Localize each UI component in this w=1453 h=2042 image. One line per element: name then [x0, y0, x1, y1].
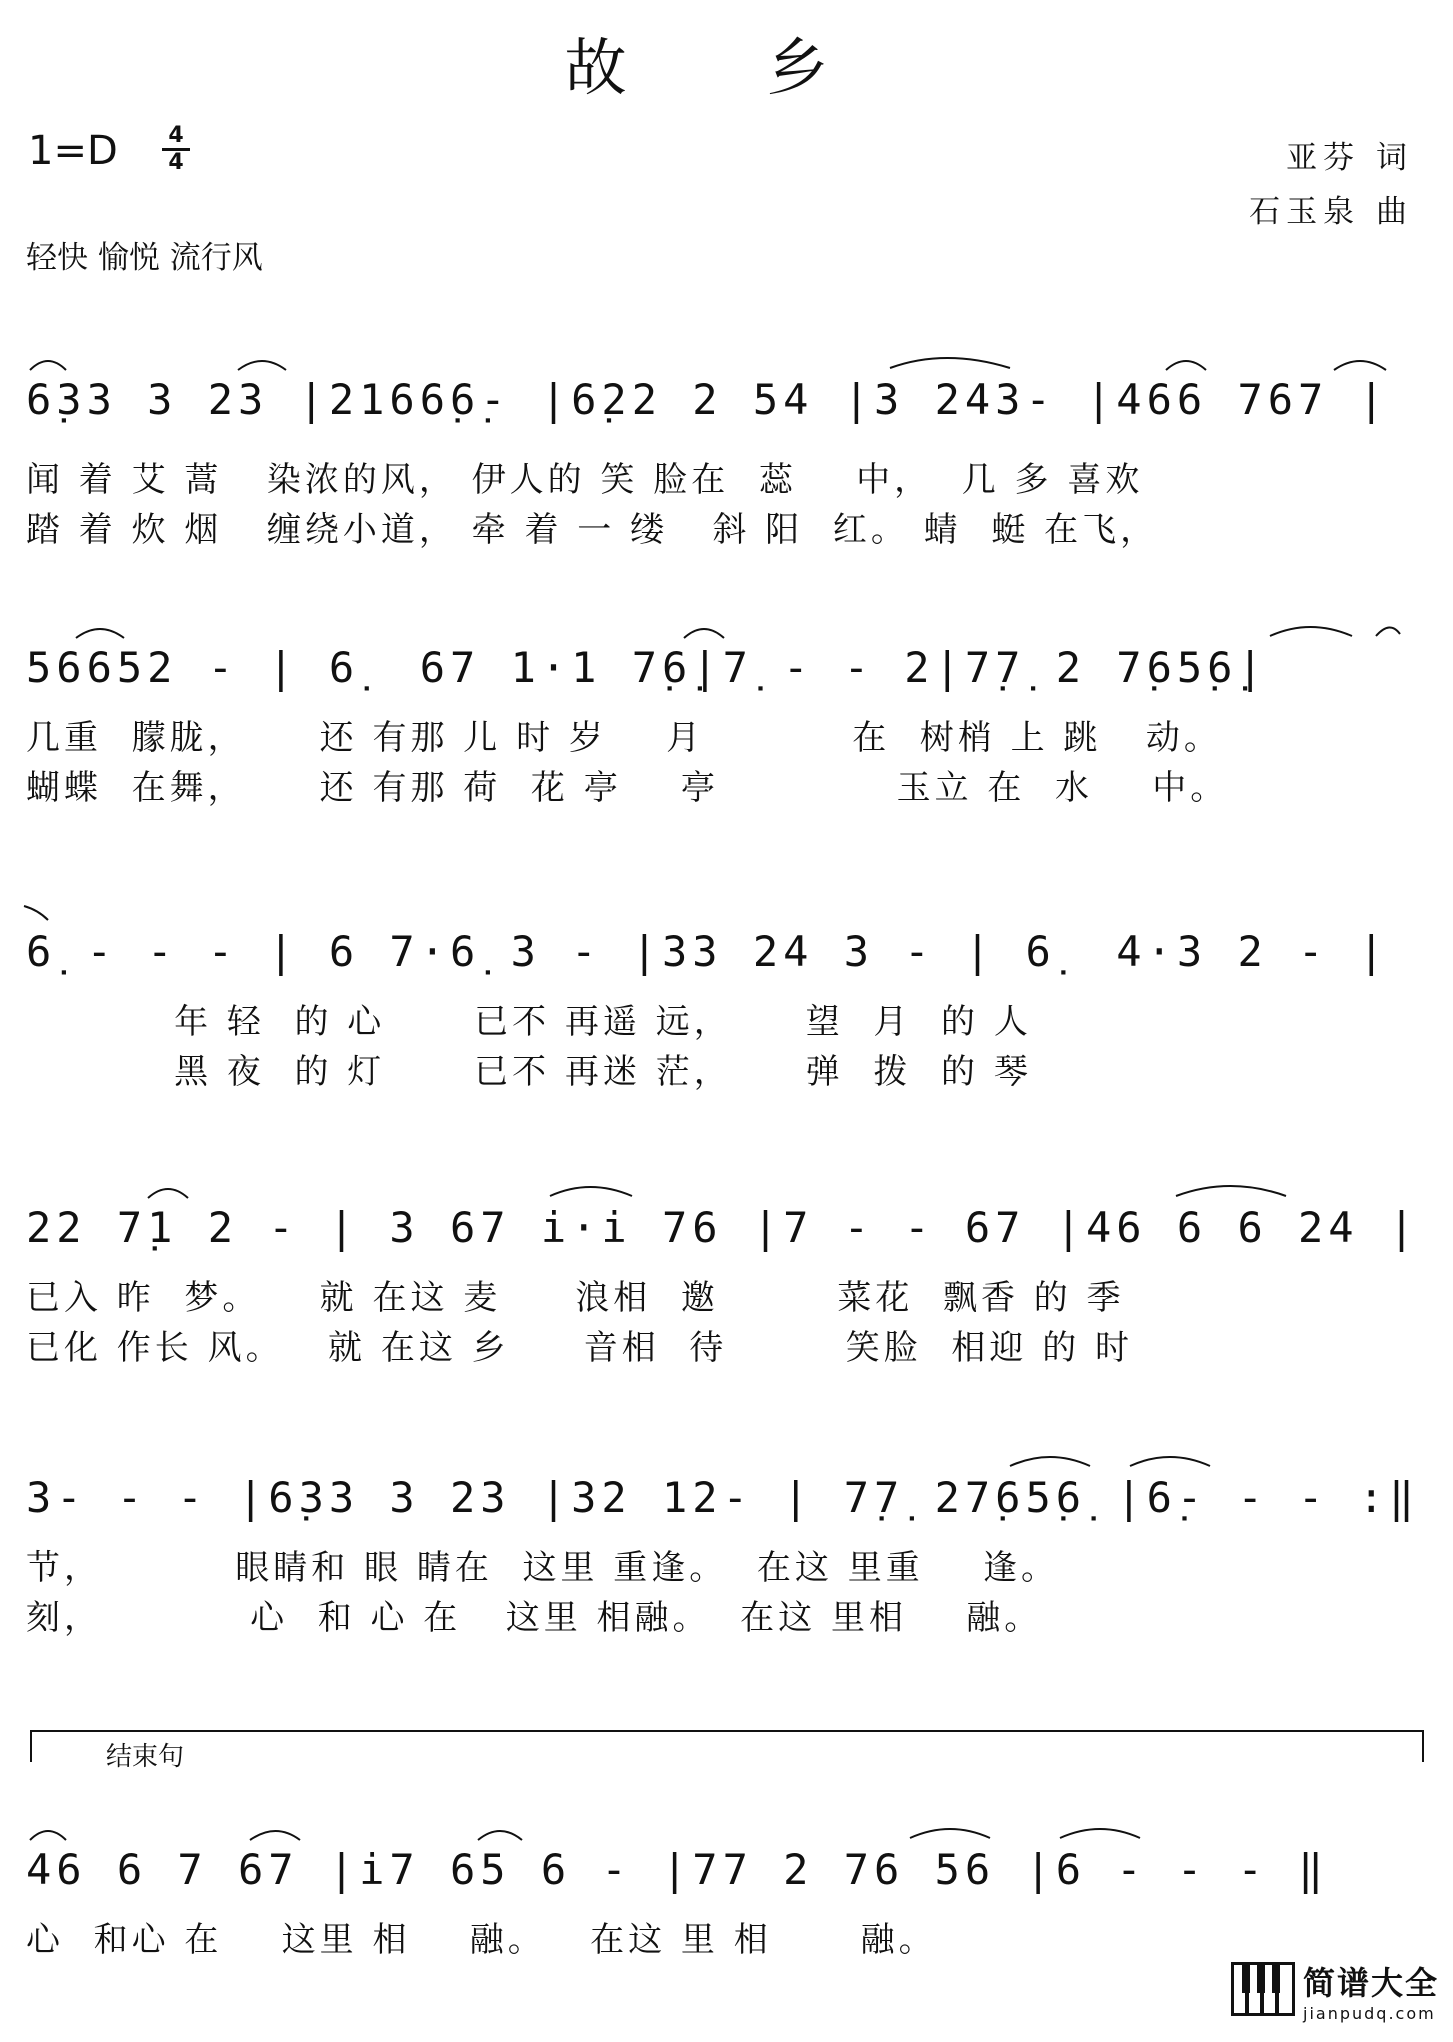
logo-url: jianpudq.com — [1303, 2004, 1436, 2023]
key-signature: 1=D — [28, 128, 118, 174]
notation-line-4: 22 7̣1 2 - | 3 67 i·i 76 |7 - - 67 |46 6 6 24 | — [26, 1203, 1420, 1252]
lyric-line-3-verse-1: 年 轻 的 心 已不 再遥 远， 望 月 的 人 — [26, 1002, 1032, 1042]
lyric-line-4-verse-2: 已化 作长 风。 就 在这 乡 音相 待 笑脸 相迎 的 时 — [26, 1328, 1133, 1368]
ending-bracket — [30, 1730, 1424, 1762]
lyric-line-5-verse-1: 节， 眼睛和 眼 睛在 这里 重逢。 在这 里重 逢。 — [26, 1548, 1059, 1588]
song-title: 故 乡 — [564, 31, 889, 104]
lyric-line-5-verse-2: 刻， 心 和 心 在 这里 相融。 在这 里相 融。 — [26, 1598, 1043, 1638]
time-signature-top: 4 — [168, 123, 184, 148]
lyric-line-2-verse-2: 蝴蝶 在舞， 还 有那 荷 花 亭 亭 玉立 在 水 中。 — [26, 768, 1229, 808]
notation-line-2: 56652 - | 6̣ 67 1·1 7̣6̣|7̣ - - 2|7̣7̣ 2 7̣65̣6̣| — [26, 643, 1268, 692]
site-logo — [1231, 1952, 1447, 2036]
lyric-line-ending: 心 和心 在 这里 相 融。 在这 里 相 融。 — [26, 1920, 937, 1960]
notation-line-1: 6̣33 3 23 |2166̣6̣- |6̣22 2 54 |3 243- |466 767 | — [26, 375, 1389, 424]
ending-label: 结束句 — [106, 1742, 185, 1772]
lyric-line-1-verse-2: 踏 着 炊 烟 缠绕小道， 牵 着 一 缕 斜 阳 红。 蜻 蜓 在飞， — [26, 510, 1159, 550]
lyricist-credit: 亚芬 词 — [1286, 140, 1413, 176]
time-signature — [162, 123, 190, 175]
logo-name: 简谱大全 — [1303, 1964, 1440, 2002]
lyric-line-4-verse-1: 已入 昨 梦。 就 在这 麦 浪相 邀 菜花 飘香 的 季 — [26, 1278, 1125, 1318]
time-signature-bottom: 4 — [168, 150, 184, 175]
notation-line-5: 3- - - |6̣33 3 23 |32 12- | 7̣7̣ 27̣65̣6̣ |6̣- - - :‖ — [26, 1473, 1420, 1522]
piano-keys-icon — [1231, 1962, 1295, 2016]
lyric-line-2-verse-1: 几重 朦胧， 还 有那 儿 时 岁 月 在 树梢 上 跳 动。 — [26, 718, 1222, 758]
notation-line-ending: 46 6 7 67 |i7 65 6 - |77 2 76 56 |6 - - - ‖ — [26, 1845, 1329, 1894]
lyric-line-3-verse-2: 黑 夜 的 灯 已不 再迷 茫， 弹 拨 的 琴 — [26, 1052, 1032, 1092]
composer-credit: 石玉泉 曲 — [1249, 194, 1413, 230]
notation-line-3: 6̣ - - - | 6 7·6̣ 3 - |33 24 3 - | 6̣ 4·3 2 - | — [26, 927, 1389, 976]
tempo-marking: 轻快 愉悦 流行风 — [26, 240, 263, 276]
lyric-line-1-verse-1: 闻 着 艾 蒿 染浓的风， 伊人的 笑 脸在 蕊 中， 几 多 喜欢 — [26, 460, 1144, 500]
